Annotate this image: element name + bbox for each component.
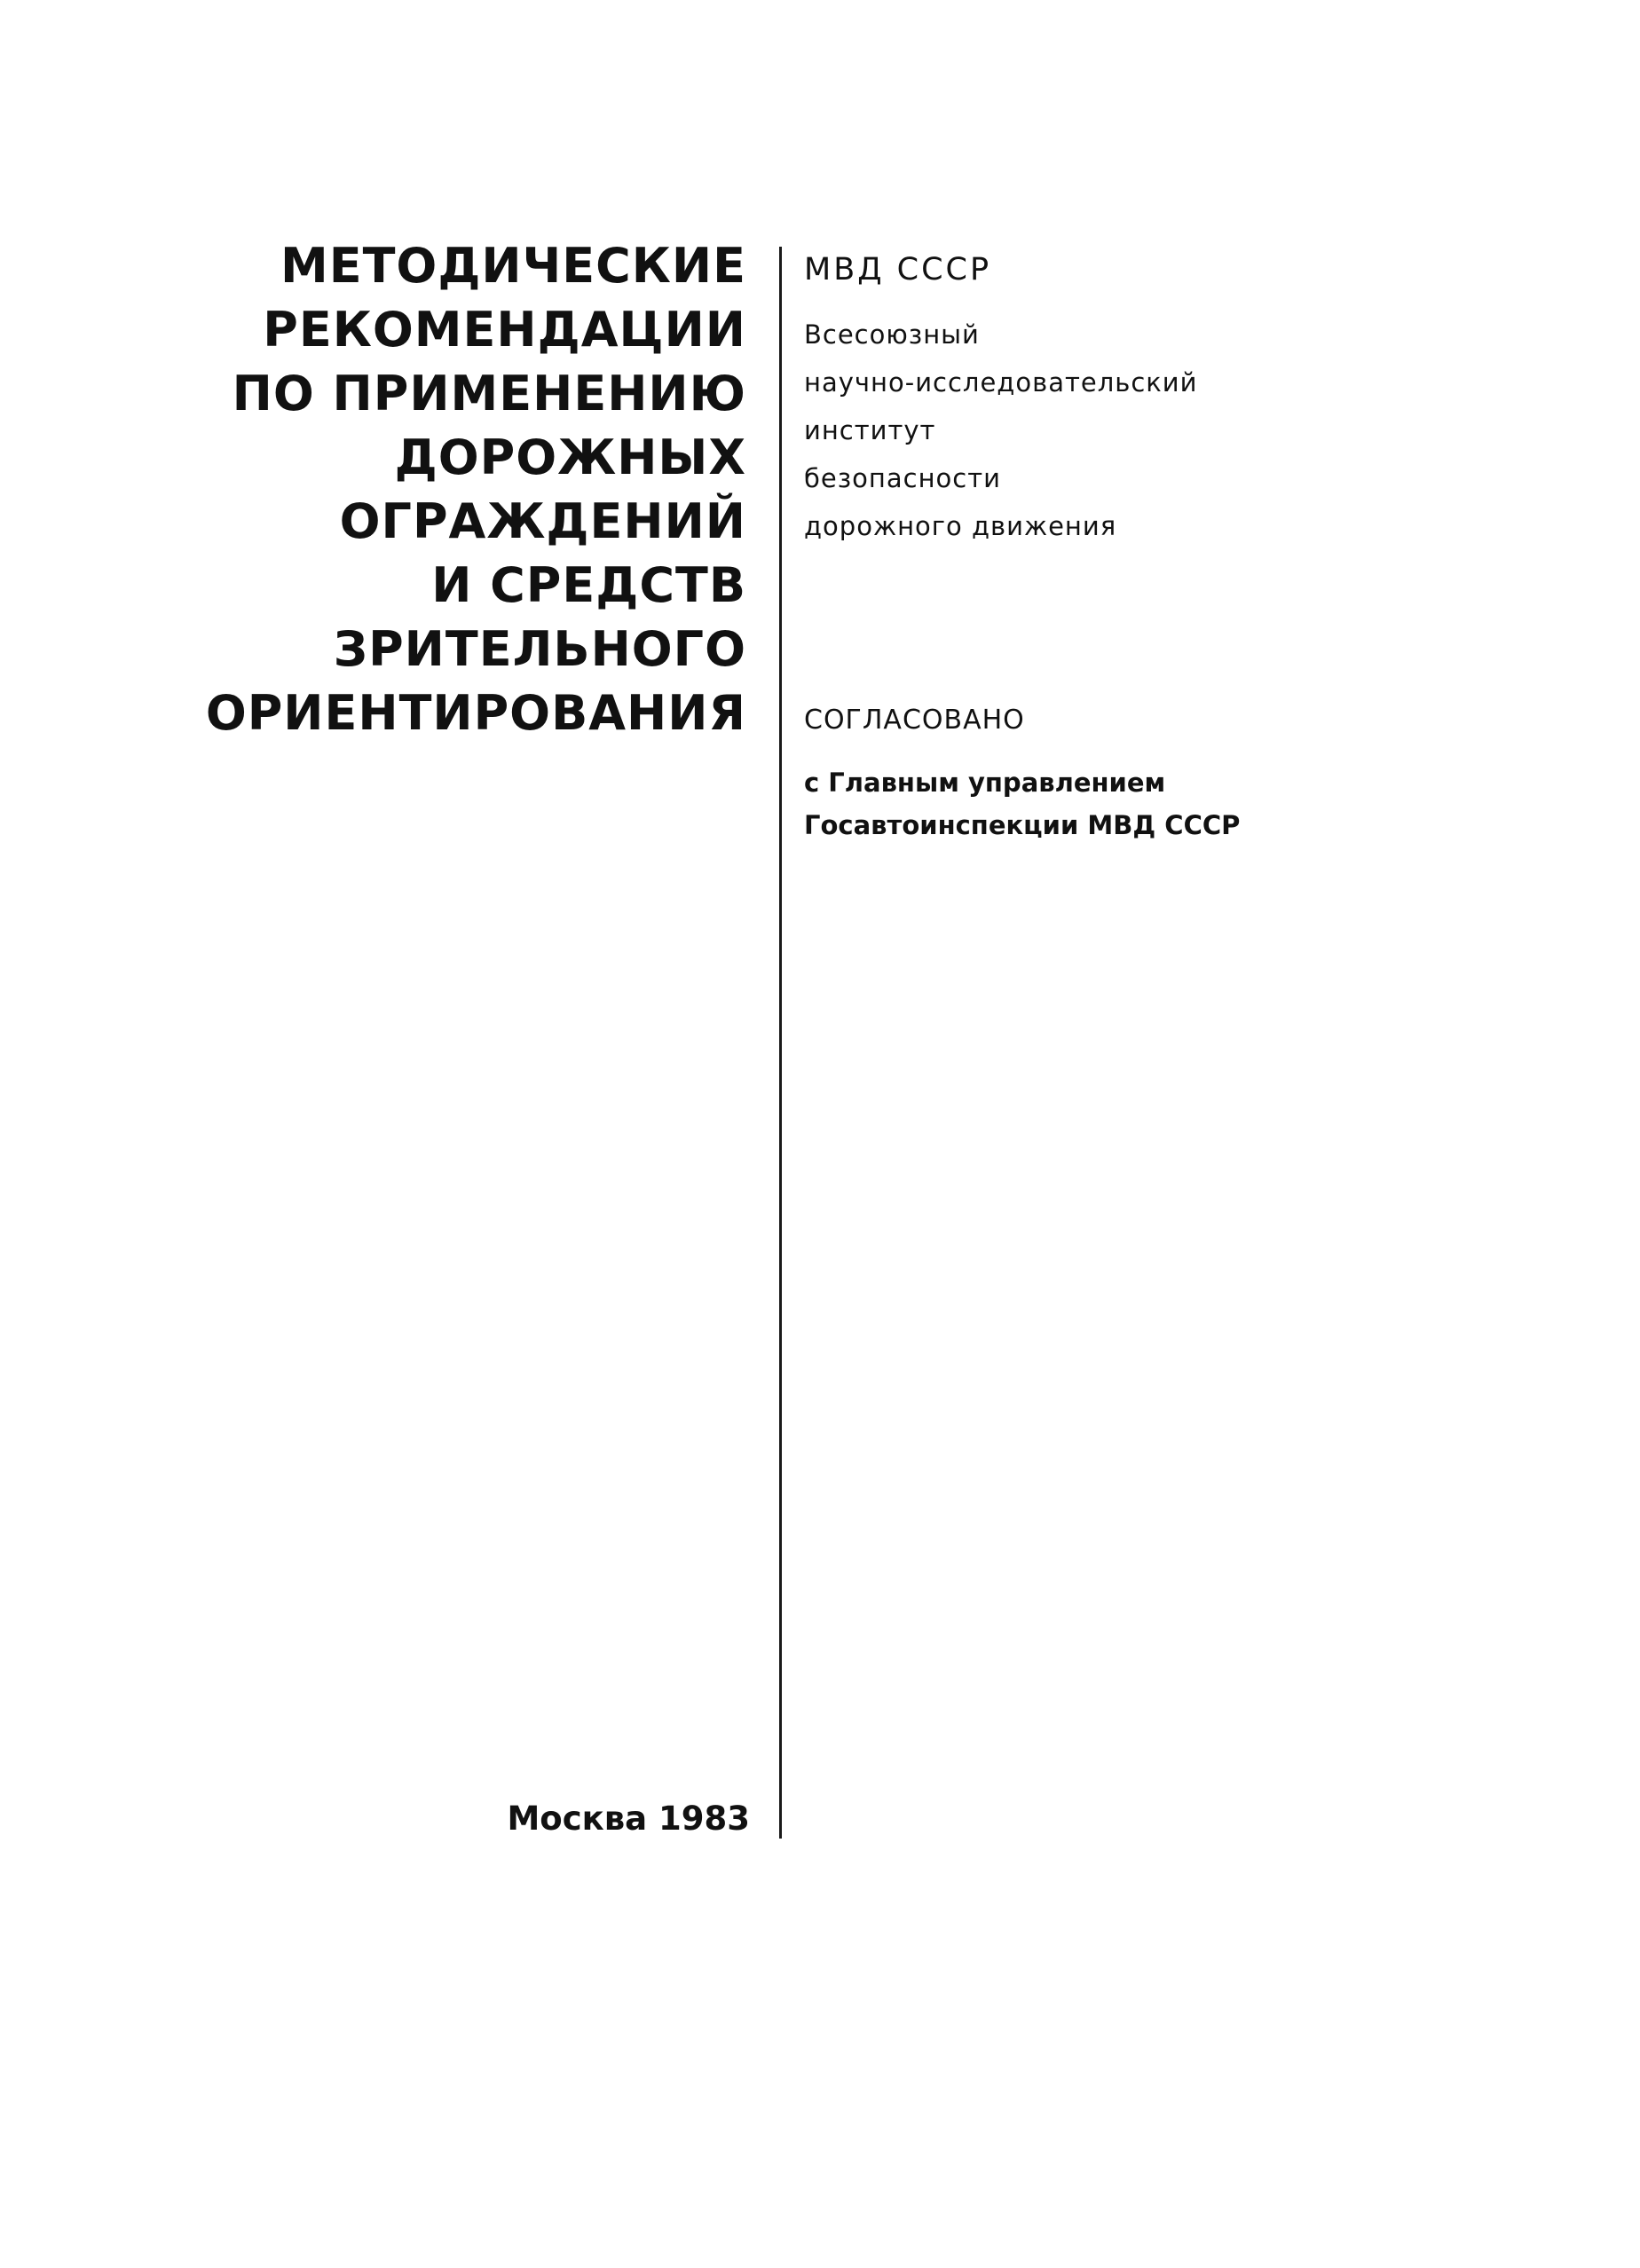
institute-line: дорожного движения xyxy=(804,511,1117,541)
title-line: И СРЕДСТВ xyxy=(431,557,746,613)
institute-line: Всесоюзный xyxy=(804,319,980,350)
document-title xyxy=(206,234,746,745)
approval-heading: СОГЛАСОВАНО xyxy=(804,705,1025,736)
approval-block xyxy=(804,703,1240,847)
ministry-name: МВД СССР xyxy=(804,252,992,287)
title-line: ОГРАЖДЕНИЙ xyxy=(339,493,746,549)
approval-line: Госавтоинспекции МВД СССР xyxy=(804,810,1241,840)
vertical-divider xyxy=(779,247,782,1839)
title-line: ОРИЕНТИРОВАНИЯ xyxy=(205,685,746,741)
title-line: ДОРОЖНЫХ xyxy=(394,429,746,485)
title-line: ПО ПРИМЕНЕНИЮ xyxy=(232,366,746,421)
title-line: РЕКОМЕНДАЦИИ xyxy=(263,302,746,358)
institute-line: безопасности xyxy=(804,463,1001,493)
institute-line: институт xyxy=(804,415,936,445)
approval-line: с Главным управлением xyxy=(804,768,1166,798)
title-line: МЕТОДИЧЕСКИЕ xyxy=(280,238,746,294)
approval-authority xyxy=(804,761,1240,847)
imprint-place-year: Москва 1983 xyxy=(507,1799,750,1838)
institute-name xyxy=(804,311,1197,550)
title-line: ЗРИТЕЛЬНОГО xyxy=(333,621,746,677)
institute-line: научно-исследовательский xyxy=(804,367,1198,398)
publisher-block xyxy=(804,250,1197,550)
